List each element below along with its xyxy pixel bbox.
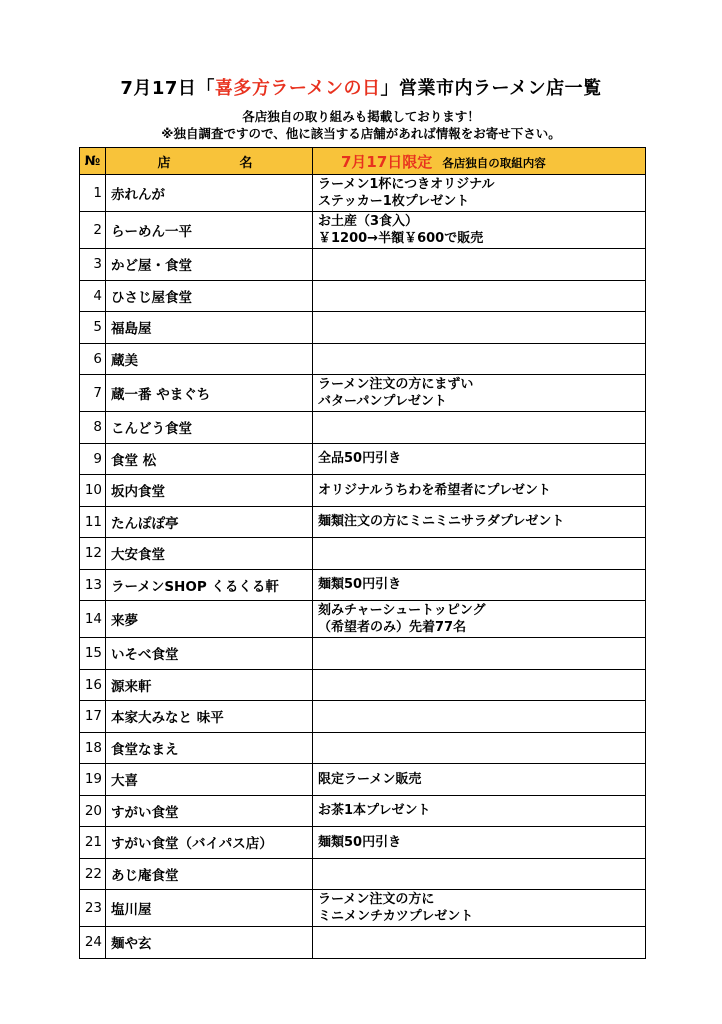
row-number: 12 <box>80 538 106 570</box>
shop-name: あじ庵食堂 <box>106 858 313 890</box>
table-row <box>80 312 646 344</box>
table-row <box>80 280 646 312</box>
shop-perk <box>313 827 646 859</box>
title-highlight: 喜多方ラーメンの日 <box>214 78 381 99</box>
shop-name: 大喜 <box>106 764 313 796</box>
shop-name: かど屋・食堂 <box>106 249 313 281</box>
perk-line: ラーメン1杯につきオリジナル <box>318 177 495 192</box>
header-name: 店 名 <box>106 148 313 175</box>
shop-perk <box>313 764 646 796</box>
table-row <box>80 443 646 475</box>
page-title <box>0 74 722 100</box>
shop-perk <box>313 858 646 890</box>
table-row <box>80 475 646 507</box>
title-suffix: 」営業市内ラーメン店一覧 <box>380 78 602 99</box>
perk-line: お土産（3食入） <box>318 214 419 229</box>
table-row <box>80 669 646 701</box>
table-row <box>80 569 646 601</box>
row-number: 11 <box>80 506 106 538</box>
table-row <box>80 732 646 764</box>
shop-perk <box>313 443 646 475</box>
shop-name: 坂内食堂 <box>106 475 313 507</box>
shop-name: すがい食堂 <box>106 795 313 827</box>
row-number: 15 <box>80 638 106 670</box>
row-number: 7 <box>80 375 106 412</box>
shop-perk <box>313 601 646 638</box>
shop-name: こんどう食堂 <box>106 412 313 444</box>
table-row <box>80 638 646 670</box>
table-row <box>80 375 646 412</box>
row-number: 17 <box>80 701 106 733</box>
shop-name: 源来軒 <box>106 669 313 701</box>
perk-line: 麺類50円引き <box>318 577 402 593</box>
shop-name: いそべ食堂 <box>106 638 313 670</box>
perk-line: バターパンプレゼント <box>318 394 447 409</box>
row-number: 18 <box>80 732 106 764</box>
shop-perk <box>313 638 646 670</box>
row-number: 20 <box>80 795 106 827</box>
perk-line: ミニメンチカツプレゼント <box>318 909 474 924</box>
perk-line: ラーメン注文の方に <box>318 892 435 907</box>
table-row <box>80 858 646 890</box>
shop-name: すがい食堂（バイパス店） <box>106 827 313 859</box>
subtitle-1: 各店独自の取り組みも掲載しております！ <box>242 109 480 124</box>
title-prefix: 7月17日「 <box>120 78 215 99</box>
shop-name: ラーメンSHOP くるくる軒 <box>106 569 313 601</box>
row-number: 8 <box>80 412 106 444</box>
header-limited-date: 7月17日限定 <box>341 152 433 171</box>
table-header-row <box>80 148 646 175</box>
table-row <box>80 701 646 733</box>
table-row <box>80 412 646 444</box>
row-number: 2 <box>80 212 106 249</box>
row-number: 3 <box>80 249 106 281</box>
perk-line: 限定ラーメン販売 <box>318 771 422 787</box>
shop-name: 本家大みなと 味平 <box>106 701 313 733</box>
shop-perk <box>313 475 646 507</box>
table-row <box>80 343 646 375</box>
perk-line: 麺類50円引き <box>318 834 402 850</box>
table-row <box>80 601 646 638</box>
row-number: 9 <box>80 443 106 475</box>
shop-perk <box>313 669 646 701</box>
shop-perk <box>313 701 646 733</box>
shop-perk <box>313 249 646 281</box>
shop-name: 来夢 <box>106 601 313 638</box>
shop-name: 蔵美 <box>106 343 313 375</box>
perk-line: 刻みチャーシュートッピング <box>318 603 486 618</box>
row-number: 23 <box>80 890 106 927</box>
shop-name: 食堂 松 <box>106 443 313 475</box>
perk-line: ステッカー1枚プレゼント <box>318 194 470 209</box>
table-row <box>80 764 646 796</box>
shop-table <box>79 147 646 959</box>
header-limited <box>313 148 646 175</box>
shop-perk <box>313 343 646 375</box>
perk-line: オリジナルうちわを希望者にプレゼント <box>318 482 551 498</box>
row-number: 4 <box>80 280 106 312</box>
perk-line: ラーメン注文の方にまずい <box>318 377 474 392</box>
shop-perk <box>313 927 646 959</box>
row-number: 6 <box>80 343 106 375</box>
shop-perk <box>313 506 646 538</box>
shop-perk <box>313 569 646 601</box>
subtitle-2: ※独自調査ですので、他に該当する店舗があれば情報をお寄せ下さい。 <box>161 126 561 141</box>
perk-line: 全品50円引き <box>318 451 402 467</box>
shop-perk <box>313 375 646 412</box>
shop-name: らーめん一平 <box>106 212 313 249</box>
table-row <box>80 795 646 827</box>
row-number: 10 <box>80 475 106 507</box>
shop-name: 食堂なまえ <box>106 732 313 764</box>
row-number: 13 <box>80 569 106 601</box>
shop-name: 赤れんが <box>106 175 313 212</box>
row-number: 19 <box>80 764 106 796</box>
table-row <box>80 175 646 212</box>
table-row <box>80 890 646 927</box>
shop-perk <box>313 412 646 444</box>
perk-line: ￥1200→半額￥600で販売 <box>318 231 484 246</box>
shop-name: 塩川屋 <box>106 890 313 927</box>
table-row <box>80 538 646 570</box>
header-num: № <box>80 148 106 175</box>
shop-name: 麺や玄 <box>106 927 313 959</box>
table-row <box>80 827 646 859</box>
row-number: 14 <box>80 601 106 638</box>
table-body <box>80 175 646 959</box>
perk-line: 麺類注文の方にミニミニサラダプレゼント <box>318 514 565 530</box>
table-row <box>80 506 646 538</box>
shop-perk <box>313 312 646 344</box>
shop-name: 大安食堂 <box>106 538 313 570</box>
row-number: 16 <box>80 669 106 701</box>
table-row <box>80 249 646 281</box>
perk-line: お茶1本プレゼント <box>318 803 431 819</box>
row-number: 5 <box>80 312 106 344</box>
shop-perk <box>313 280 646 312</box>
row-number: 21 <box>80 827 106 859</box>
shop-perk <box>313 732 646 764</box>
shop-perk <box>313 212 646 249</box>
shop-name: 蔵一番 やまぐち <box>106 375 313 412</box>
table-row <box>80 212 646 249</box>
shop-name: 福島屋 <box>106 312 313 344</box>
row-number: 24 <box>80 927 106 959</box>
shop-name: ひさじ屋食堂 <box>106 280 313 312</box>
row-number: 22 <box>80 858 106 890</box>
perk-line: （希望者のみ）先着77名 <box>318 620 467 635</box>
shop-perk <box>313 175 646 212</box>
shop-perk <box>313 538 646 570</box>
row-number: 1 <box>80 175 106 212</box>
shop-perk <box>313 795 646 827</box>
table-row <box>80 927 646 959</box>
header-detail: 各店独自の取組内容 <box>442 155 546 170</box>
shop-perk <box>313 890 646 927</box>
shop-name: たんぽぽ亭 <box>106 506 313 538</box>
